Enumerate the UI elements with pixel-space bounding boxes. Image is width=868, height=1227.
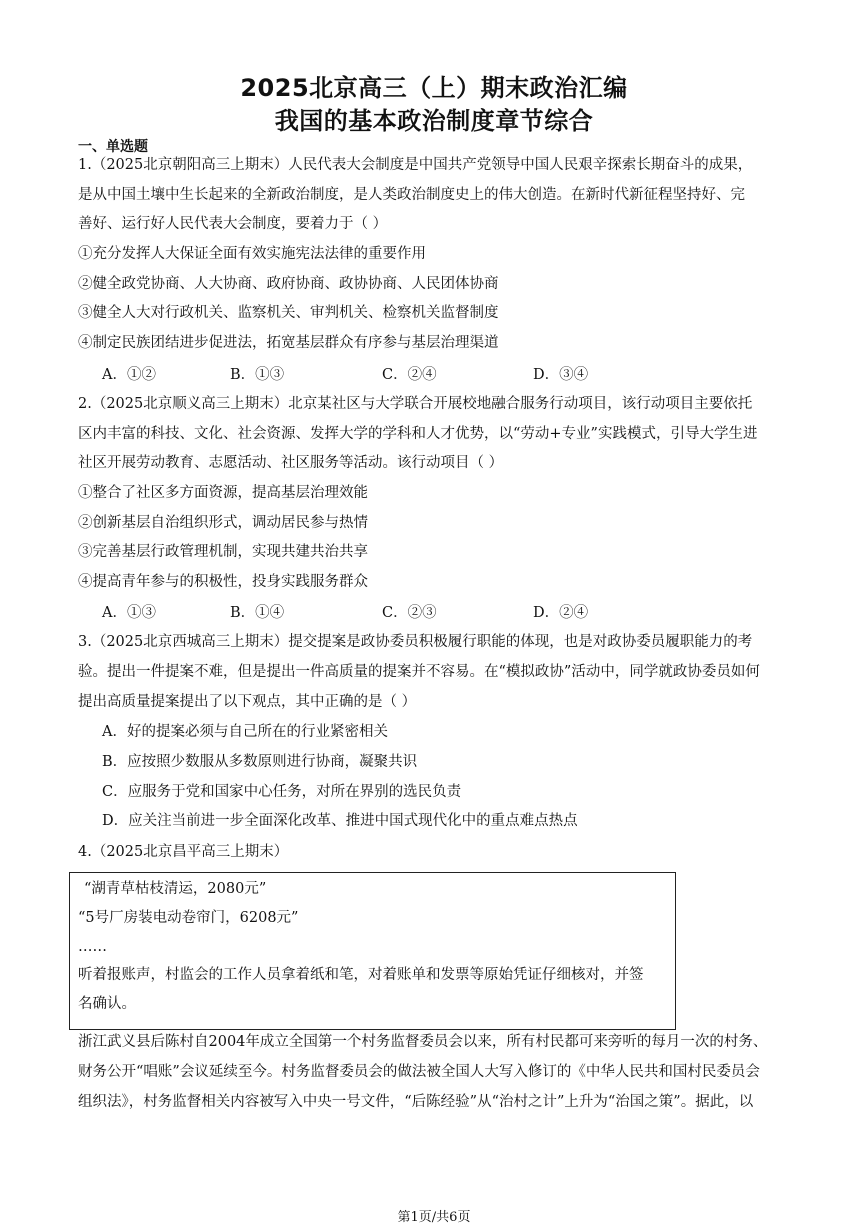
q3-choice-b: B．应按照少数服从多数原则进行协商，凝聚共识 [102, 754, 418, 770]
q1-option-b: B．①③ [230, 367, 285, 383]
q3-stem-line: 3.（2025北京西城高三上期末）提交提案是政协委员积极履行职能的体现，也是对政协委员履职能力的考 [78, 634, 753, 650]
q3-stem-line: 验。提出一件提案不难，但是提出一件高质量的提案并不容易。在“模拟政协”活动中，同学就政协委员如何 [78, 664, 760, 680]
q4-box-line: 听着报账声，村监会的工作人员拿着纸和笔，对着账单和发票等原始凭证仔细核对，并签 [78, 967, 644, 983]
q4-text-line: 浙江武义县后陈村自2004年成立全国第一个村务监督委员会以来，所有村民都可来旁听的每月一次的村务、 [78, 1034, 768, 1050]
q2-option-a: A．①③ [102, 605, 156, 621]
q4-text-line: 组织法》，村务监督相关内容被写入中央一号文件，“后陈经验”从“治村之计”上升为“治国之策”。据此，以 [78, 1094, 754, 1110]
q3-choice-a: A．好的提案必须与自己所在的行业紧密相关 [102, 724, 388, 740]
q4-box-line: “5号厂房装电动卷帘门，6208元” [78, 910, 299, 926]
q2-statement: ③完善基层行政管理机制，实现共建共治共享 [78, 544, 368, 560]
q2-stem-line: 2.（2025北京顺义高三上期末）北京某社区与大学联合开展校地融合服务行动项目，该行动项目主要依托 [78, 396, 753, 412]
q4-header: 4.（2025北京昌平高三上期末） [78, 844, 289, 860]
page-number-footer: 第1页/共6页 [397, 1210, 471, 1225]
q3-stem-line: 提出高质量提案提出了以下观点，其中正确的是（ ） [78, 694, 417, 710]
q4-box-line: …… [78, 939, 107, 955]
section-heading: 一、单选题 [78, 139, 148, 155]
q1-statement: ①充分发挥人大保证全面有效实施宪法法律的重要作用 [78, 246, 426, 262]
q1-stem-line: 善好、运行好人民代表大会制度，要着力于（ ） [78, 216, 388, 232]
q1-statement: ④制定民族团结进步促进法，拓宽基层群众有序参与基层治理渠道 [78, 335, 499, 351]
q2-option-b: B．①④ [230, 605, 285, 621]
q1-option-d: D．③④ [533, 367, 589, 383]
q1-statement: ②健全政党协商、人大协商、政府协商、政协协商、人民团体协商 [78, 276, 499, 292]
q4-box-line: “湖青草枯枝清运，2080元” [84, 881, 267, 897]
q1-option-c: C．②④ [382, 367, 437, 383]
document-title: 2025北京高三（上）期末政治汇编 [240, 74, 628, 102]
q2-statement: ②创新基层自治组织形式，调动居民参与热情 [78, 515, 368, 531]
q2-option-c: C．②③ [382, 605, 437, 621]
q3-choice-c: C．应服务于党和国家中心任务，对所在界别的选民负责 [102, 784, 462, 800]
q2-statement: ④提高青年参与的积极性，投身实践服务群众 [78, 574, 368, 590]
q1-option-a: A．①② [102, 367, 156, 383]
q2-stem-line: 社区开展劳动教育、志愿活动、社区服务等活动。该行动项目（ ） [78, 455, 504, 471]
q1-statement: ③健全人大对行政机关、监察机关、审判机关、检察机关监督制度 [78, 305, 499, 321]
q3-choice-d: D．应关注当前进一步全面深化改革、推进中国式现代化中的重点难点热点 [102, 813, 578, 829]
q1-stem-line: 1.（2025北京朝阳高三上期末）人民代表大会制度是中国共产党领导中国人民艰辛探索长期奋斗的成果， [78, 157, 753, 173]
document-subtitle: 我国的基本政治制度章节综合 [274, 107, 594, 135]
q4-box-line: 名确认。 [78, 996, 136, 1012]
q2-stem-line: 区内丰富的科技、文化、社会资源、发挥大学的学科和人才优势，以“劳动+专业”实践模式，引导大学生进 [78, 426, 758, 442]
q1-stem-line: 是从中国土壤中生长起来的全新政治制度，是人类政治制度史上的伟大创造。在新时代新征程坚持好、完 [78, 187, 745, 203]
q2-option-d: D．②④ [533, 605, 589, 621]
q2-statement: ①整合了社区多方面资源，提高基层治理效能 [78, 485, 368, 501]
q4-text-line: 财务公开“唱账”会议延续至今。村务监督委员会的做法被全国人大写入修订的《中华人民共和国村民委员会 [78, 1064, 760, 1080]
